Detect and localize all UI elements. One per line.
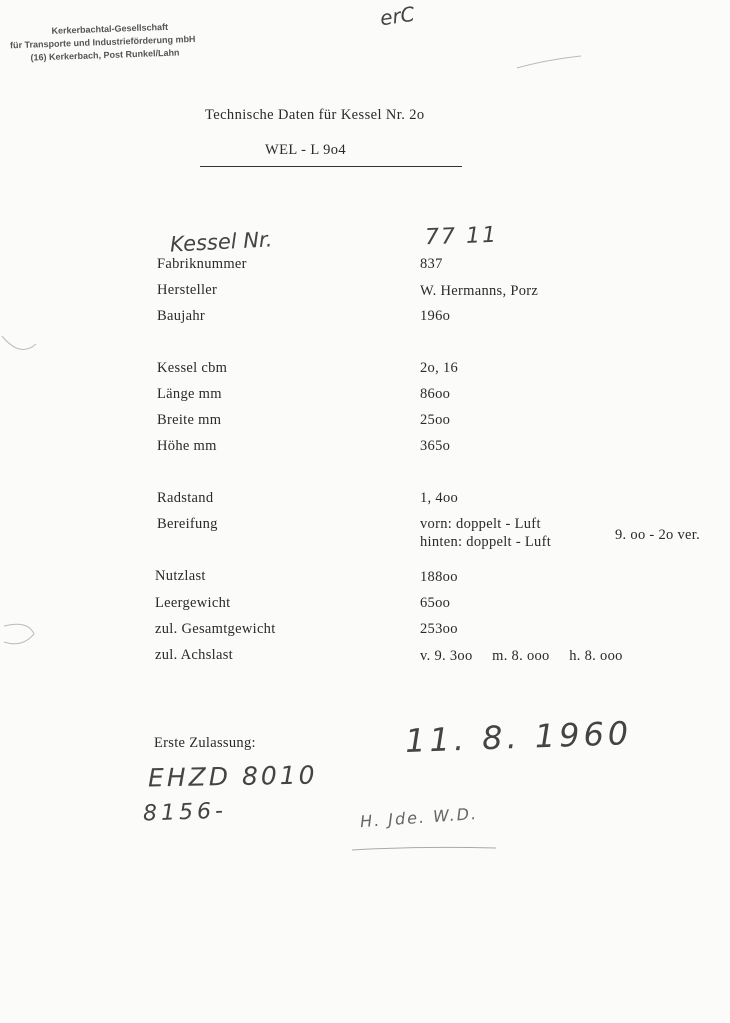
label-baujahr: Baujahr [157,308,206,324]
value-hoehe: 365o [420,438,451,454]
value-nutzlast: 188oo [420,569,458,585]
handwritten-number: 8156- [142,798,228,827]
label-hersteller: Hersteller [157,282,218,298]
pencil-stroke [515,52,585,72]
document-subtitle: WEL - L 9o4 [265,142,347,158]
label-leergewicht: Leergewicht [155,595,231,611]
label-kessel-cbm: Kessel cbm [157,360,228,376]
header-handwritten-mark: erC [378,1,417,31]
value-bereifung-vorn: vorn: doppelt - Luft [420,516,541,532]
value-hersteller: W. Hermanns, Porz [420,283,539,299]
document-title: Technische Daten für Kessel Nr. 2o [205,107,425,123]
value-kessel-cbm: 2o, 16 [420,360,459,376]
value-breite: 25oo [420,412,451,428]
label-laenge: Länge mm [157,386,222,402]
handwritten-initials: H. Jde. W.D. [359,803,479,832]
stamp-line-1: Kerkerbachtal-Gesellschaft [51,21,169,36]
stamp-line-2: für Transporte und Industrieförderung mbH [9,33,196,51]
value-leergewicht: 65oo [420,595,451,611]
punch-hole-mark [0,330,40,360]
label-erste-zulassung: Erste Zulassung: [154,735,256,751]
label-bereifung: Bereifung [157,516,218,532]
value-achslast: v. 9. 3oo m. 8. ooo h. 8. ooo [420,648,623,664]
label-breite: Breite mm [157,412,222,428]
label-gesamtgewicht: zul. Gesamtgewicht [155,621,276,637]
value-radstand: 1, 4oo [420,490,459,506]
label-fabriknummer: Fabriknummer [157,256,247,272]
value-bereifung-size: 9. oo - 2o ver. [615,527,701,543]
kessel-nr-label: Kessel Nr. [169,227,273,257]
label-nutzlast: Nutzlast [155,568,206,584]
value-gesamtgewicht: 253oo [420,621,458,637]
erste-zulassung-date: 11. 8. 1960 [404,714,633,760]
value-baujahr: 196o [420,308,451,324]
title-underline [200,166,462,167]
initials-underline [350,842,500,854]
label-achslast: zul. Achslast [155,647,233,663]
stamp-line-3: (16) Kerkerbach, Post Runkel/Lahn [30,47,180,63]
value-bereifung-hinten: hinten: doppelt - Luft [420,534,552,550]
company-stamp [9,18,260,66]
value-laenge: 86oo [420,386,451,402]
kessel-nr-value: 77 11 [424,222,499,251]
value-fabriknummer: 837 [420,256,443,272]
label-hoehe: Höhe mm [157,438,217,454]
label-radstand: Radstand [157,490,214,506]
punch-hole-mark [0,620,40,650]
handwritten-plate: EHZD 8010 [147,760,318,793]
